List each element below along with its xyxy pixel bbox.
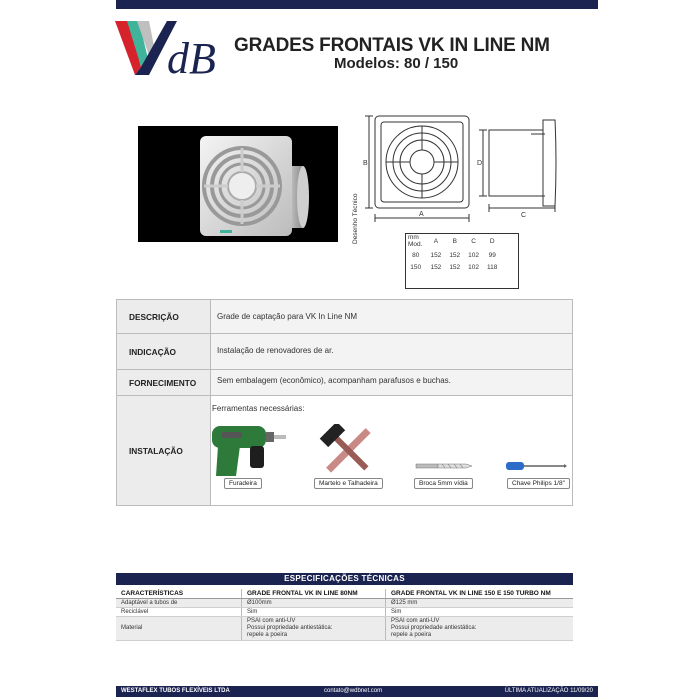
- drill-bit-icon: [414, 460, 474, 472]
- product-photo: [138, 126, 338, 242]
- drill-icon: [210, 420, 288, 478]
- tool-caption-screwdriver: Chave Philips 1/8": [507, 478, 570, 489]
- footer-company: WESTAFLEX TUBOS FLEXÍVEIS LTDA: [121, 688, 230, 694]
- table-row: 150 152 152 102 118: [410, 263, 498, 271]
- spec-col-header: GRADE FRONTAL VK IN LINE 150 E 150 TURBO NM: [386, 589, 574, 599]
- dimension-table: [405, 233, 501, 273]
- page-subtitle: Modelos: 80 / 150: [334, 55, 459, 72]
- label-descricao: DESCRIÇÃO: [117, 300, 211, 334]
- spec-col-header: GRADE FRONTAL VK IN LINE 80NM: [242, 589, 386, 599]
- table-header-c: C: [471, 237, 476, 245]
- table-header-d: D: [489, 237, 495, 245]
- specs-table: [116, 589, 573, 641]
- value-fornecimento: Sem embalagem (econômico), acompanham parafusos e buchas.: [211, 370, 573, 396]
- table-row: Reciclável Sim Sim: [116, 608, 573, 617]
- tool-caption-bit: Broca 5mm vídia: [414, 478, 473, 489]
- table-row: [117, 300, 573, 334]
- dim-label-d: D: [477, 160, 483, 167]
- logo-text: dB: [167, 34, 216, 77]
- label-fornecimento: FORNECIMENTO: [117, 370, 211, 396]
- technical-drawing: [345, 112, 570, 252]
- spec-title: ESPECIFICAÇÕES TÉCNICAS: [116, 573, 573, 585]
- dim-label-b: B: [363, 160, 368, 167]
- table-header-b: B: [452, 237, 457, 245]
- footer-email[interactable]: contato@wdbnet.com: [324, 688, 383, 694]
- tools-title: Ferramentas necessárias:: [212, 404, 305, 413]
- table-row: [116, 589, 573, 599]
- value-indicacao: Instalação de renovadores de ar.: [211, 334, 573, 370]
- page-title: GRADES FRONTAIS VK IN LINE NM: [234, 35, 550, 56]
- label-indicacao: INDICAÇÃO: [117, 334, 211, 370]
- dim-label-c: C: [521, 212, 527, 219]
- vdb-logo: [115, 17, 217, 77]
- dim-label-a: A: [419, 211, 424, 218]
- value-descricao: Grade de captação para VK In Line NM: [211, 300, 573, 334]
- hammer-chisel-icon: [318, 424, 378, 476]
- drawing-side-label: Desenho Técnico: [352, 193, 359, 244]
- top-bar: [116, 0, 598, 9]
- screwdriver-icon: [504, 460, 568, 472]
- spec-col-header: CARACTERÍSTICAS: [116, 589, 242, 599]
- table-row: Adaptável a tubos de Ø100mm Ø125 mm: [116, 599, 573, 608]
- table-header-mod: Mod.: [408, 241, 423, 248]
- table-header-a: A: [433, 237, 439, 245]
- label-instalacao: INSTALAÇÃO: [117, 396, 211, 506]
- tool-caption-drill: Furadeira: [224, 478, 262, 489]
- footer-bar: [116, 686, 598, 697]
- footer-updated: ÚLTIMA ATUALIZAÇÃO 11/09/20: [504, 688, 593, 694]
- table-row: [117, 370, 573, 396]
- table-row: 80 152 152 102 99: [412, 251, 496, 259]
- tool-caption-hammer: Martelo e Talhadeira: [314, 478, 383, 489]
- table-header-mm: mm: [408, 234, 419, 241]
- table-row: [117, 334, 573, 370]
- table-row: Material PSAI com anti-UV Possui propriedade antiestática: repele a poeira PSAI com anti-UV Possui propriedade antiestática: repele a poeira: [116, 617, 573, 641]
